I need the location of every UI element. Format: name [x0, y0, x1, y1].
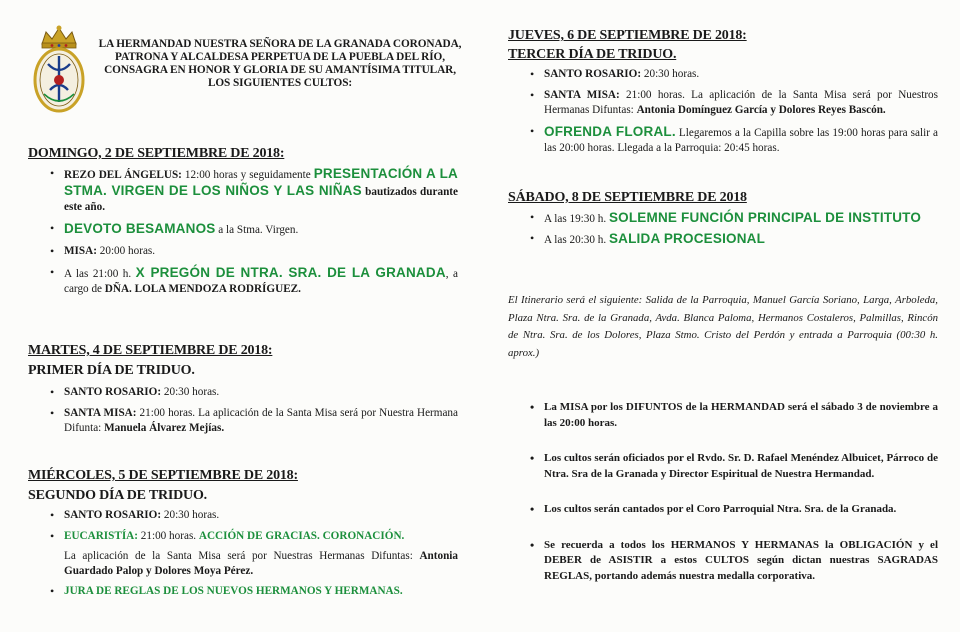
jueves-subhead: TERCER DÍA DE TRIDUO.	[508, 47, 677, 62]
jueves-section	[508, 28, 938, 156]
list-item: • EUCARISTÍA: 21:00 horas. ACCIÓN DE GRACIAS. CORONACIÓN.	[48, 529, 458, 544]
list-item: • Los cultos serán oficiados por el Rvdo. Sr. D. Rafael Menéndez Albuicet, Párroco de Ntra. Sra de la Granada y Director Espiritual de Nuestra Hermandad.	[528, 451, 938, 482]
miercoles-sub-text: La aplicación de la Santa Misa será por Nuestras Hermanas Difuntas: Antonia Guardado Palop y Dolores Moya Pérez.	[64, 550, 458, 577]
martes-heading: MARTES, 4 DE SEPTIEMBRE DE 2018:	[28, 343, 273, 358]
list-item: • SANTO ROSARIO: 20:30 horas.	[48, 508, 458, 523]
domingo-heading: DOMINGO, 2 DE SEPTIEMBRE DE 2018:	[28, 146, 285, 161]
list-item: • JURA DE REGLAS DE LOS NUEVOS HERMANOS Y HERMANAS.	[48, 584, 458, 599]
jueves-heading: JUEVES, 6 DE SEPTIEMBRE DE 2018:	[508, 28, 747, 43]
domingo-section	[28, 146, 458, 297]
list-item: • MISA: 20:00 horas.	[48, 244, 458, 259]
hermandad-crest-icon	[30, 24, 88, 116]
list-item: • A las 21:00 h. X PREGÓN DE NTRA. SRA. DE LA GRANADA, a cargo de DÑA. LOLA MENDOZA RODRÍGUEZ.	[48, 265, 458, 297]
list-item: • A las 19:30 h. SOLEMNE FUNCIÓN PRINCIPAL DE INSTITUTO	[528, 210, 938, 227]
sabado-section	[508, 190, 938, 248]
list-item: • REZO DEL ÁNGELUS: 12:00 horas y seguidamente PRESENTACIÓN A LA STMA. VIRGEN DE LOS NIÑOS Y LAS NIÑAS bautizados durante este año.	[48, 166, 458, 215]
martes-section	[28, 343, 458, 436]
list-item: • Los cultos serán cantados por el Coro Parroquial Ntra. Sra. de la Granada.	[528, 502, 938, 518]
notes-list	[508, 400, 938, 584]
miercoles-section	[28, 468, 458, 599]
list-item: • SANTO ROSARIO: 20:30 horas.	[48, 385, 458, 400]
miercoles-heading: MIÉRCOLES, 5 DE SEPTIEMBRE DE 2018:	[28, 468, 298, 483]
list-item: • DEVOTO BESAMANOS a la Stma. Virgen.	[48, 221, 458, 238]
list-item: • Se recuerda a todos los HERMANOS Y HERMANAS la OBLIGACIÓN y el DEBER de ASISTIR a estos CULTOS según dictan nuestras SAGRADAS REGLAS, portando además nuestra medalla corporativa.	[528, 538, 938, 585]
list-item: • SANTA MISA: 21:00 horas. La aplicación de la Santa Misa será por Nuestra Hermana Difunta: Manuela Álvarez Mejías.	[48, 406, 458, 436]
itinerario-text: El Itinerario será el siguiente: Salida de la Parroquia, Manuel García Soriano, Larga, Arboleda, Plaza Ntra. Sra. de la Granada, Avda. Blanca Paloma, Hermanos Costaleros, Palmillas, Rincón de Ntra. Sra. de los Dolores, Plaza Stmo. Cristo del Perdón y entrada a Parroquia (00:30 h. aprox.)	[508, 294, 938, 359]
miercoles-subhead: SEGUNDO DÍA DE TRIDUO.	[28, 488, 207, 503]
list-item: • OFRENDA FLORAL. Llegaremos a la Capilla sobre las 19:00 horas para salir a las 20:00 horas. Llegada a la Parroquia: 20:45 horas.	[528, 124, 938, 156]
intro-text: LA HERMANDAD NUESTRA SEÑORA DE LA GRANADA CORONADA, PATRONA Y ALCALDESA PERPETUA DE LA PUEBLA DEL RÍO, CONSAGRA EN HONOR Y GLORIA DE SU AMANTÍSIMA TITULAR, LOS SIGUIENTES CULTOS:	[98, 38, 462, 89]
sabado-heading: SÁBADO, 8 DE SEPTIEMBRE DE 2018	[508, 190, 747, 205]
list-item: • SANTA MISA: 21:00 horas. La aplicación de la Santa Misa será por Nuestros Hermanas Difuntas: Antonia Domínguez García y Dolores Reyes Bascón.	[528, 88, 938, 118]
list-item: • La MISA por los DIFUNTOS de la HERMANDAD será el sábado 3 de noviembre a las 20:00 horas.	[528, 400, 938, 431]
list-item: • A las 20:30 h. SALIDA PROCESIONAL	[528, 231, 938, 248]
martes-subhead: PRIMER DÍA DE TRIDUO.	[28, 363, 195, 378]
list-item: • SANTO ROSARIO: 20:30 horas.	[528, 67, 938, 82]
